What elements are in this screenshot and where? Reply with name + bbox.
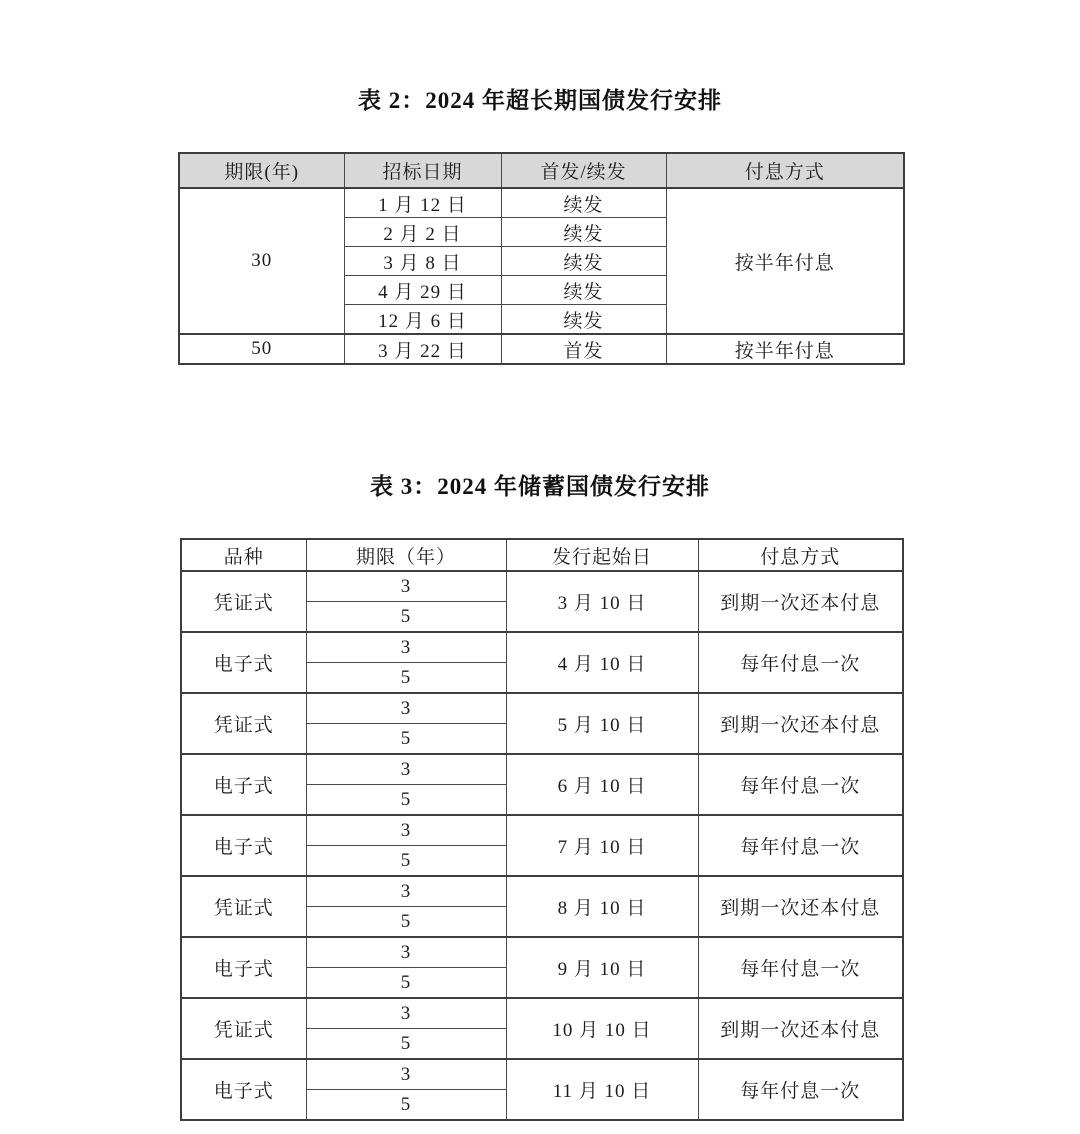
table3-interest-cell: 每年付息一次	[698, 937, 903, 998]
table3-term-cell: 5	[306, 1090, 506, 1121]
table3-term-cell: 5	[306, 785, 506, 816]
table2-header-tender-date: 招标日期	[344, 153, 501, 188]
table3-term-cell: 5	[306, 602, 506, 633]
table3-interest-cell: 到期一次还本付息	[698, 876, 903, 937]
table2-term-cell: 50	[179, 334, 344, 364]
table3-variety-cell: 凭证式	[181, 998, 306, 1059]
table3-start-date-cell: 8 月 10 日	[506, 876, 698, 937]
table-row	[181, 937, 903, 968]
table3-savings-bond-schedule	[180, 538, 904, 1121]
table3-term-cell: 3	[306, 754, 506, 785]
table2-date-cell: 3 月 22 日	[344, 334, 501, 364]
table-row	[179, 334, 904, 364]
table2-header-term: 期限(年)	[179, 153, 344, 188]
table2-date-cell: 12 月 6 日	[344, 305, 501, 335]
table3-term-cell: 3	[306, 693, 506, 724]
table3-start-date-cell: 4 月 10 日	[506, 632, 698, 693]
table3-variety-cell: 电子式	[181, 632, 306, 693]
table-row	[181, 571, 903, 602]
table2-issue-type-cell: 续发	[501, 247, 666, 276]
table3-start-date-cell: 10 月 10 日	[506, 998, 698, 1059]
table3-term-cell: 5	[306, 663, 506, 694]
table-row	[181, 693, 903, 724]
table3-term-cell: 3	[306, 815, 506, 846]
table3-variety-cell: 电子式	[181, 937, 306, 998]
table3-interest-cell: 每年付息一次	[698, 815, 903, 876]
table-row	[181, 632, 903, 663]
table-row	[181, 876, 903, 907]
table2-issue-type-cell: 首发	[501, 334, 666, 364]
table2-ultra-long-term-bond-schedule	[178, 152, 905, 365]
table2-date-cell: 4 月 29 日	[344, 276, 501, 305]
table-row	[181, 998, 903, 1029]
table-row	[181, 815, 903, 846]
table3-start-date-cell: 11 月 10 日	[506, 1059, 698, 1120]
table3-start-date-cell: 9 月 10 日	[506, 937, 698, 998]
table3-variety-cell: 电子式	[181, 1059, 306, 1120]
table3-term-cell: 3	[306, 632, 506, 663]
table-row	[179, 188, 904, 218]
table3-term-cell: 3	[306, 1059, 506, 1090]
table3-variety-cell: 电子式	[181, 754, 306, 815]
table3-term-cell: 5	[306, 846, 506, 877]
table3-variety-cell: 凭证式	[181, 693, 306, 754]
table3-term-cell: 5	[306, 907, 506, 938]
table2-term-cell: 30	[179, 188, 344, 334]
table3-interest-cell: 到期一次还本付息	[698, 693, 903, 754]
table3-term-cell: 5	[306, 1029, 506, 1060]
table2-issue-type-cell: 续发	[501, 218, 666, 247]
table3-header-start-date: 发行起始日	[506, 539, 698, 571]
table3-interest-cell: 每年付息一次	[698, 1059, 903, 1120]
table3-term-cell: 3	[306, 876, 506, 907]
table2-header-interest-method: 付息方式	[666, 153, 904, 188]
table3-interest-cell: 到期一次还本付息	[698, 998, 903, 1059]
table3-header-interest-method: 付息方式	[698, 539, 903, 571]
table3-variety-cell: 凭证式	[181, 571, 306, 632]
table2-issue-type-cell: 续发	[501, 305, 666, 335]
table3-variety-cell: 凭证式	[181, 876, 306, 937]
table3-term-cell: 5	[306, 724, 506, 755]
table2-header-issue-type: 首发/续发	[501, 153, 666, 188]
table3-header-term: 期限（年）	[306, 539, 506, 571]
table3-interest-cell: 每年付息一次	[698, 754, 903, 815]
table3-title: 表 3：2024 年储蓄国债发行安排	[370, 474, 710, 499]
table2-date-cell: 3 月 8 日	[344, 247, 501, 276]
table2-interest-cell: 按半年付息	[666, 188, 904, 334]
table2-issue-type-cell: 续发	[501, 276, 666, 305]
table3-start-date-cell: 6 月 10 日	[506, 754, 698, 815]
table-row	[181, 754, 903, 785]
table3-term-cell: 3	[306, 571, 506, 602]
table3-term-cell: 3	[306, 998, 506, 1029]
table3-term-cell: 5	[306, 968, 506, 999]
table3-start-date-cell: 3 月 10 日	[506, 571, 698, 632]
table-row	[181, 1059, 903, 1090]
table2-interest-cell: 按半年付息	[666, 334, 904, 364]
table3-header-row	[181, 539, 903, 571]
table2-date-cell: 1 月 12 日	[344, 188, 501, 218]
table3-start-date-cell: 5 月 10 日	[506, 693, 698, 754]
table2-issue-type-cell: 续发	[501, 188, 666, 218]
table3-start-date-cell: 7 月 10 日	[506, 815, 698, 876]
table3-interest-cell: 到期一次还本付息	[698, 571, 903, 632]
table3-term-cell: 3	[306, 937, 506, 968]
table2-header-row	[179, 153, 904, 188]
table2-date-cell: 2 月 2 日	[344, 218, 501, 247]
table3-header-variety: 品种	[181, 539, 306, 571]
table2-title: 表 2：2024 年超长期国债发行安排	[358, 88, 722, 113]
table3-variety-cell: 电子式	[181, 815, 306, 876]
table3-interest-cell: 每年付息一次	[698, 632, 903, 693]
